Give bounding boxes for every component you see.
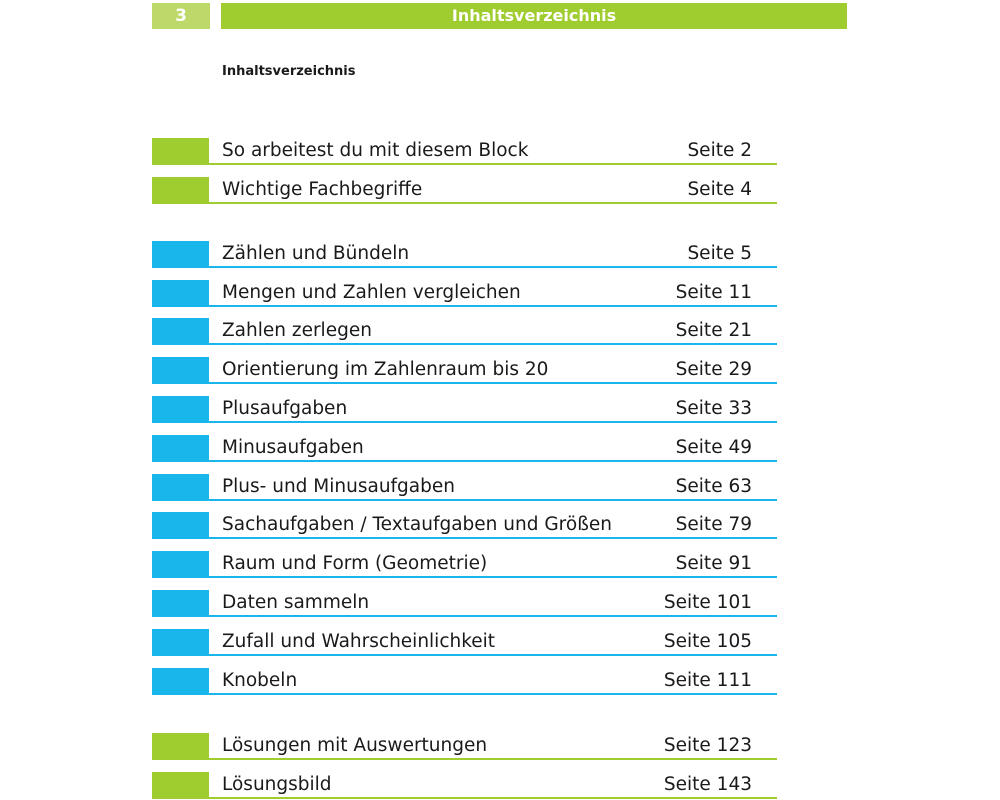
section-color-marker [152,435,209,462]
toc-entry[interactable] [152,241,777,268]
section-color-marker [152,629,209,656]
entry-underline [209,758,777,760]
entry-underline [209,576,777,578]
entry-underline [209,163,777,165]
toc-entry-title: Sachaufgaben / Textaufgaben und Größen [222,514,612,535]
toc-entry[interactable] [152,474,777,501]
toc-entry-title: Daten sammeln [222,592,370,613]
entry-underline [209,305,777,307]
section-color-marker [152,474,209,501]
toc-entry[interactable] [152,177,777,204]
toc-entry-page: Seite 91 [675,553,752,574]
toc-entry[interactable] [152,396,777,423]
entry-underline [209,537,777,539]
section-color-marker [152,241,209,268]
toc-entry-page: Seite 111 [663,670,752,691]
toc-entry[interactable] [152,318,777,345]
toc-entry[interactable] [152,629,777,656]
toc-entry-page: Seite 33 [675,398,752,419]
toc-entry-page: Seite 63 [675,476,752,497]
section-color-marker [152,138,209,165]
toc-entry-title: Orientierung im Zahlenraum bis 20 [222,359,549,380]
toc-entry-title: Wichtige Fachbegriffe [222,179,423,200]
toc-entry-page: Seite 4 [687,179,752,200]
page-number: 3 [152,3,210,29]
toc-entry[interactable] [152,733,777,760]
section-color-marker [152,280,209,307]
section-color-marker [152,772,209,799]
entry-underline [209,421,777,423]
section-color-marker [152,357,209,384]
toc-entry[interactable] [152,590,777,617]
section-color-marker [152,733,209,760]
toc-entry-page: Seite 143 [663,774,752,795]
entry-underline [209,797,777,799]
toc-entry-title: Lösungsbild [222,774,332,795]
section-color-marker [152,590,209,617]
toc-entry[interactable] [152,668,777,695]
toc-entry-title: Zählen und Bündeln [222,243,410,264]
toc-entry-page: Seite 105 [663,631,752,652]
toc-entry[interactable] [152,357,777,384]
toc-entry-page: Seite 79 [675,514,752,535]
toc-entry-page: Seite 11 [675,282,752,303]
entry-underline [209,615,777,617]
page-subtitle: Inhaltsverzeichnis [222,64,356,79]
section-color-marker [152,318,209,345]
entry-underline [209,693,777,695]
section-color-marker [152,551,209,578]
entry-underline [209,654,777,656]
toc-entry-title: Zahlen zerlegen [222,320,372,341]
entry-underline [209,382,777,384]
toc-entry-title: Plusaufgaben [222,398,348,419]
toc-entry[interactable] [152,138,777,165]
toc-entry-title: Minusaufgaben [222,437,364,458]
toc-entry-page: Seite 29 [675,359,752,380]
entry-underline [209,460,777,462]
toc-entry-title: Plus- und Minusaufgaben [222,476,455,497]
toc-entry-page: Seite 5 [687,243,752,264]
toc-entry[interactable] [152,435,777,462]
toc-entry-page: Seite 21 [675,320,752,341]
entry-underline [209,499,777,501]
toc-entry-page: Seite 2 [687,140,752,161]
section-color-marker [152,177,209,204]
toc-entry-title: Raum und Form (Geometrie) [222,553,488,574]
toc-entry[interactable] [152,512,777,539]
toc-entry-title: Mengen und Zahlen vergleichen [222,282,521,303]
section-color-marker [152,668,209,695]
toc-entry-page: Seite 49 [675,437,752,458]
toc-entry[interactable] [152,280,777,307]
entry-underline [209,266,777,268]
header-title: Inhaltsverzeichnis [221,3,847,29]
toc-entry-title: Lösungen mit Auswertungen [222,735,488,756]
toc-entry[interactable] [152,551,777,578]
toc-entry-page: Seite 101 [663,592,752,613]
toc-entry-title: Zufall und Wahrscheinlichkeit [222,631,496,652]
entry-underline [209,202,777,204]
section-color-marker [152,512,209,539]
toc-entry[interactable] [152,772,777,799]
toc-entry-page: Seite 123 [663,735,752,756]
entry-underline [209,343,777,345]
toc-entry-title: So arbeitest du mit diesem Block [222,140,529,161]
toc-entry-title: Knobeln [222,670,298,691]
section-color-marker [152,396,209,423]
